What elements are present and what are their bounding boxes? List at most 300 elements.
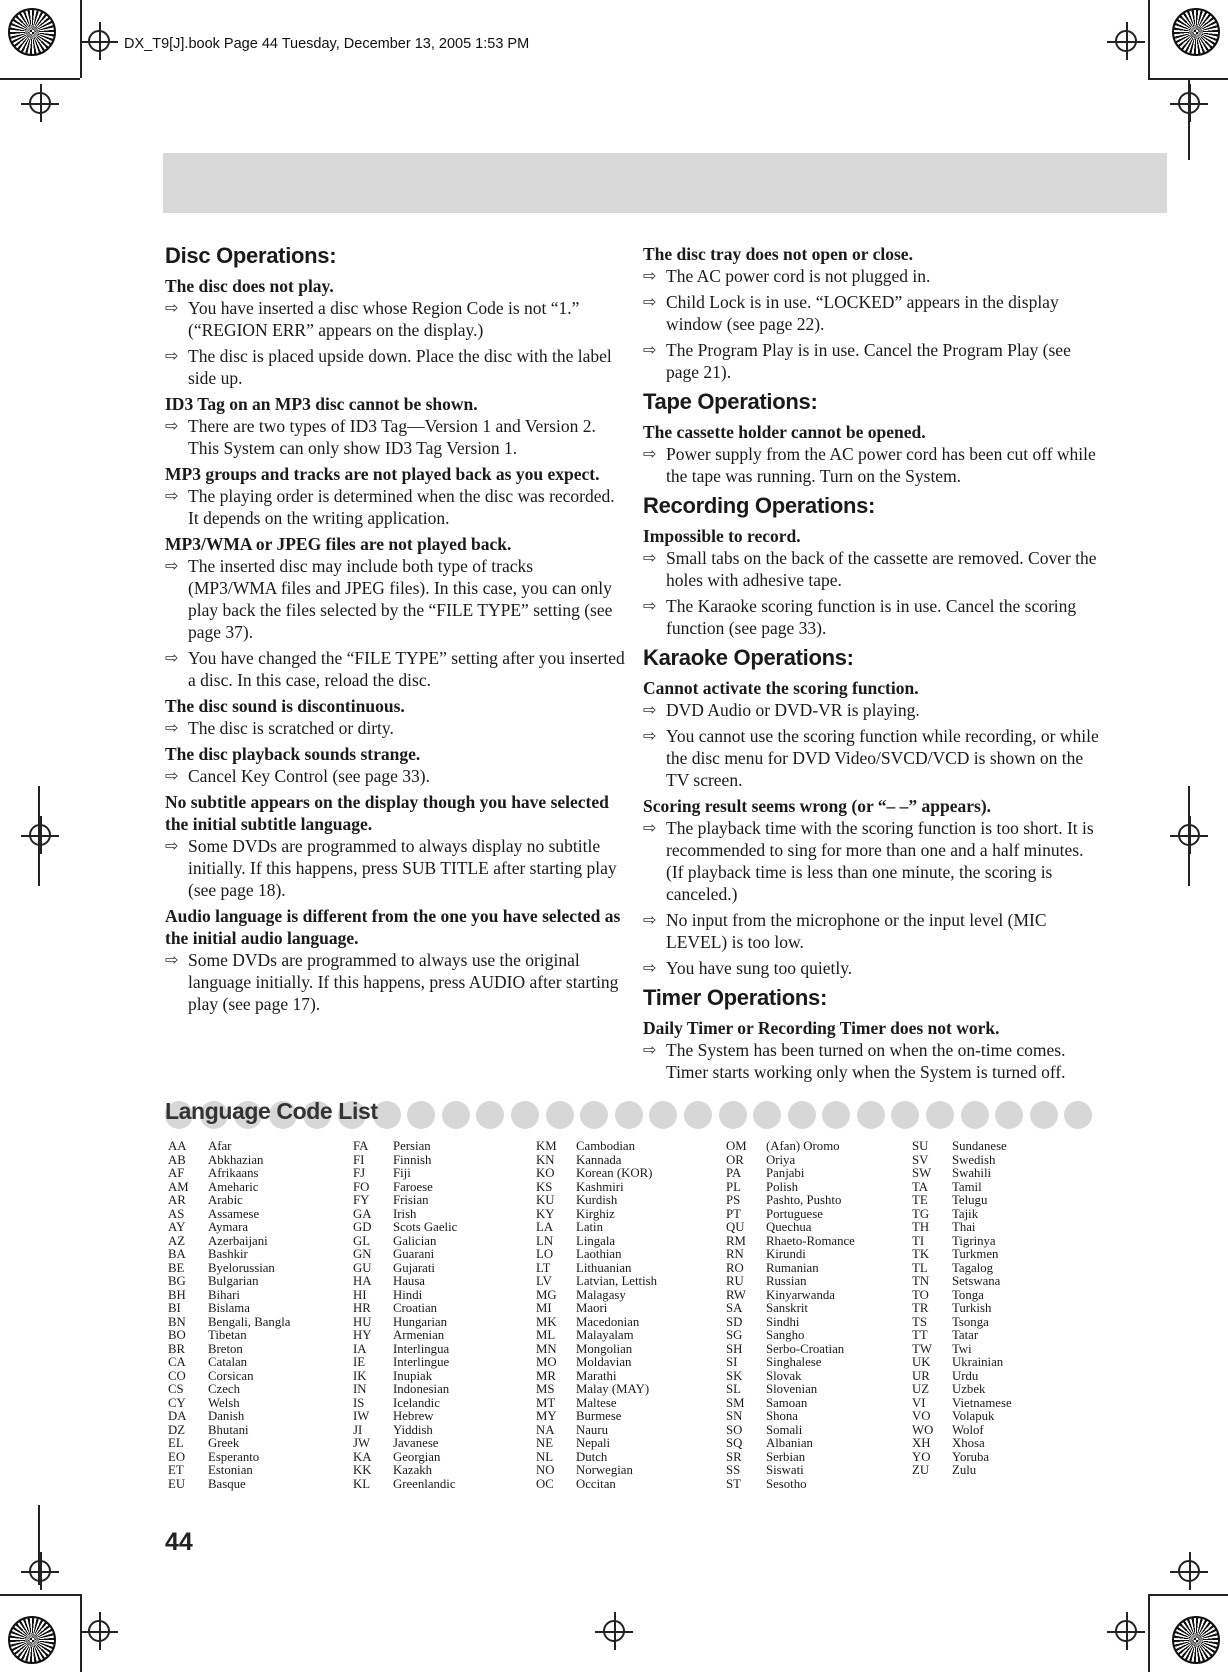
language-code: IE [353,1355,366,1369]
language-name: Esperanto [208,1449,260,1464]
language-name: Interlingue [393,1355,450,1369]
language-code: ET [168,1463,184,1477]
language-name: Pashto, Pushto [766,1193,842,1207]
language-code: AM [168,1179,189,1194]
crop-mark [80,0,82,78]
language-code-row [168,1248,290,1262]
language-code-row [353,1248,457,1262]
language-name: Lingala [576,1233,616,1248]
language-code: IA [353,1341,367,1356]
language-name: Turkmen [952,1247,999,1261]
decorative-dot [995,1101,1023,1129]
language-code-row [168,1370,290,1384]
language-code-row [726,1478,855,1492]
solution-item [165,717,625,739]
language-name: Malayalam [576,1328,634,1342]
language-name: Nauru [576,1422,608,1437]
language-code: BE [168,1260,185,1275]
language-code: YO [912,1449,931,1464]
arrow-right-outline-icon: ⇨ [643,444,657,463]
language-code-row [536,1181,657,1195]
language-code-row [353,1181,457,1195]
language-name: Tsonga [952,1314,989,1329]
language-name: Urdu [952,1368,979,1383]
language-code-row [353,1275,457,1289]
solution-text: Cancel Key Control (see page 33). [188,766,431,786]
language-name: Panjabi [766,1166,805,1180]
language-code-row [168,1451,290,1465]
solution-item [643,339,1103,383]
language-code-row [168,1235,290,1249]
language-code-row [912,1235,1012,1249]
arrow-right-outline-icon: ⇨ [643,958,657,977]
language-code-row [912,1451,1012,1465]
language-code: SA [726,1301,743,1315]
section-heading: Timer Operations: [643,985,827,1010]
language-code-list-title: Language Code List [165,1098,378,1124]
language-name: Latin [576,1220,604,1234]
arrow-right-outline-icon: ⇨ [165,486,179,505]
language-name: Frisian [393,1193,429,1207]
language-name: Kashmiri [576,1179,624,1194]
language-code-row [536,1343,657,1357]
book-header-line: DX_T9[J].book Page 44 Tuesday, December 13, 2005 1:53 PM [124,36,530,52]
language-code-column [726,1140,855,1491]
language-name: Croatian [393,1301,438,1315]
language-code-row [726,1424,855,1438]
language-code-row [353,1343,457,1357]
registration-mark-icon [1178,92,1200,114]
language-name: Tibetan [208,1328,247,1342]
solution-item [643,595,1103,639]
language-code: EO [168,1449,186,1464]
language-code: RW [726,1287,746,1302]
arrow-right-outline-icon: ⇨ [643,818,657,837]
decorative-dot [476,1101,504,1129]
language-code: SI [726,1355,738,1369]
language-code-row [353,1356,457,1370]
language-name: Inupiak [393,1368,433,1383]
language-code-row [353,1289,457,1303]
language-code: KN [536,1152,555,1167]
language-code: HY [353,1328,372,1342]
language-code: NO [536,1463,555,1477]
language-name: Yoruba [952,1449,990,1464]
language-code: BR [168,1341,186,1356]
language-code: NE [536,1436,554,1450]
language-code-row [168,1154,290,1168]
language-name: Siswati [766,1463,804,1477]
language-code-row [353,1451,457,1465]
language-code: MY [536,1409,557,1423]
language-name: Tamil [952,1179,982,1194]
language-code-row [536,1356,657,1370]
language-name: Basque [208,1476,246,1491]
star-target-icon [1172,1616,1220,1664]
language-code: TK [912,1247,930,1261]
language-code: SO [726,1422,743,1437]
language-code-row [726,1343,855,1357]
language-code-row [726,1302,855,1316]
language-code: JW [353,1436,371,1450]
solution-item [643,547,1103,591]
language-code-row [726,1464,855,1478]
section-heading: Karaoke Operations: [643,645,854,670]
language-code: AR [168,1193,186,1207]
decorative-dot [891,1101,919,1129]
language-code: MO [536,1355,557,1369]
crop-mark [0,1594,80,1596]
language-code: KS [536,1179,553,1194]
language-name: Oriya [766,1152,796,1167]
section-banner [163,153,1167,213]
language-code-row [536,1154,657,1168]
language-code-row [726,1235,855,1249]
language-name: Kannada [576,1152,622,1167]
language-code-row [168,1181,290,1195]
language-code: KL [353,1476,371,1491]
language-code: FY [353,1193,370,1207]
language-code: RN [726,1247,744,1261]
arrow-right-outline-icon: ⇨ [643,340,657,359]
arrow-right-outline-icon: ⇨ [165,556,179,575]
language-code-row [168,1275,290,1289]
language-name: Georgian [393,1449,441,1464]
language-name: Tatar [952,1328,979,1342]
language-code: IW [353,1409,370,1423]
language-code: VI [912,1395,926,1410]
language-name: Serbo-Croatian [766,1341,845,1356]
language-code-row [168,1329,290,1343]
solution-item [165,345,625,389]
language-name: Hungarian [393,1314,448,1329]
language-name: Singhalese [766,1355,822,1369]
language-name: Interlingua [393,1341,450,1356]
arrow-right-outline-icon: ⇨ [165,950,179,969]
language-code: FJ [353,1166,366,1180]
language-code: ML [536,1328,556,1342]
language-name: Fiji [393,1166,411,1180]
language-name: Kirundi [766,1247,806,1261]
language-code-row [536,1235,657,1249]
language-name: Tajik [952,1206,979,1221]
registration-mark-icon [29,824,51,846]
language-name: Wolof [952,1422,984,1437]
language-name: Danish [208,1409,245,1423]
language-name: Bashkir [208,1247,248,1261]
decorative-dot [753,1101,781,1129]
language-code-row [168,1221,290,1235]
language-code: SQ [726,1436,743,1450]
language-code: PA [726,1166,742,1180]
language-code: UR [912,1368,930,1383]
language-code: TR [912,1301,929,1315]
decorative-dot [580,1101,608,1129]
language-name: Aymara [208,1220,249,1234]
language-code-row [912,1275,1012,1289]
language-code: KU [536,1193,555,1207]
language-name: Indonesian [393,1382,450,1396]
language-name: Bengali, Bangla [208,1314,291,1329]
language-code: MN [536,1341,557,1356]
language-code-row [726,1181,855,1195]
solution-text: You cannot use the scoring function while recording, or while the disc menu for DVD Video/SVCD/VCD is shown on the TV screen. [666,726,1099,790]
language-name: Afar [208,1139,232,1153]
language-name: Malay (MAY) [576,1382,650,1396]
language-code-row [353,1464,457,1478]
language-name: Dutch [576,1449,608,1464]
arrow-right-outline-icon: ⇨ [165,648,179,667]
language-code-row [168,1302,290,1316]
language-code-row [726,1194,855,1208]
language-code: LA [536,1220,554,1234]
solution-text: The inserted disc may include both type of tracks (MP3/WMA files and JPEG files). In this case, you can only play back the files selected by the “FILE TYPE” setting (see page 37). [188,556,613,642]
language-code-row [726,1221,855,1235]
crop-mark [0,78,80,80]
language-name: Telugu [952,1193,988,1207]
solution-item [643,443,1103,487]
registration-mark-icon [29,1560,51,1582]
language-code: HI [353,1287,367,1302]
language-code: SM [726,1395,745,1410]
language-code-row [726,1356,855,1370]
star-target-icon [8,1616,56,1664]
language-name: Slovenian [766,1382,818,1396]
solution-text: DVD Audio or DVD-VR is playing. [666,700,920,720]
language-code-row [536,1424,657,1438]
arrow-right-outline-icon: ⇨ [643,1040,657,1059]
language-code-row [726,1140,855,1154]
language-name: Sanskrit [766,1301,808,1315]
language-code-row [912,1397,1012,1411]
decorative-dot [857,1101,885,1129]
language-name: Samoan [766,1395,808,1410]
star-target-icon [1172,8,1220,56]
language-code: KA [353,1449,372,1464]
language-name: Hindi [393,1287,423,1302]
language-name: Estonian [208,1463,253,1477]
language-code: LN [536,1233,554,1248]
solution-text: The System has been turned on when the on-time comes. Timer starts working only when the System is turned off. [666,1040,1066,1082]
solution-text: No input from the microphone or the input level (MIC LEVEL) is too low. [666,910,1047,952]
language-code-row [536,1302,657,1316]
language-code: AB [168,1152,186,1167]
language-code-row [912,1208,1012,1222]
language-code-row [912,1464,1012,1478]
registration-mark-icon [1115,1620,1137,1642]
language-name: Uzbek [952,1382,986,1396]
language-name: Xhosa [952,1436,985,1450]
language-code-row [726,1167,855,1181]
language-code: SV [912,1152,929,1167]
section-heading: Tape Operations: [643,389,818,414]
language-name: Zulu [952,1463,977,1477]
language-code-row [536,1262,657,1276]
language-code-row [536,1140,657,1154]
language-code: BN [168,1314,186,1329]
registration-mark-icon [29,92,51,114]
solution-text: You have inserted a disc whose Region Code is not “1.” (“REGION ERR” appears on the display.) [188,298,580,340]
language-name: Albanian [766,1436,813,1450]
language-name: Yiddish [393,1422,433,1437]
language-code-row [912,1424,1012,1438]
language-name: Korean (KOR) [576,1166,653,1180]
language-code: LO [536,1247,554,1261]
language-code-row [536,1383,657,1397]
arrow-right-outline-icon: ⇨ [643,596,657,615]
language-code: TW [912,1341,932,1356]
language-code: MS [536,1382,555,1396]
crop-mark [1148,1594,1150,1672]
language-code-row [168,1410,290,1424]
language-code: IK [353,1368,367,1383]
language-name: Moldavian [576,1355,632,1369]
language-code: PS [726,1193,741,1207]
language-name: Tagalog [952,1260,994,1275]
solution-text: The AC power cord is not plugged in. [666,266,931,286]
language-code-row [353,1140,457,1154]
crop-mark [1148,1594,1228,1596]
language-code: XH [912,1436,931,1450]
language-name: Lithuanian [576,1260,632,1275]
language-name: Twi [952,1341,972,1356]
language-code-row [726,1370,855,1384]
language-name: Rhaeto-Romance [766,1233,855,1248]
language-code: HA [353,1274,372,1288]
language-code: UZ [912,1382,930,1396]
language-code-row [168,1140,290,1154]
language-code: IS [353,1395,365,1410]
solution-text: Some DVDs are programmed to always use the original language initially. If this happens, press AUDIO after starting play (see page 17). [188,950,619,1014]
language-code: WO [912,1422,934,1437]
language-name: Tigrinya [952,1233,996,1248]
solution-item [643,817,1103,905]
language-code: CS [168,1382,184,1396]
arrow-right-outline-icon: ⇨ [165,836,179,855]
language-code-row [912,1140,1012,1154]
language-code-row [726,1329,855,1343]
language-name: Azerbaijani [208,1233,268,1248]
language-code: AY [168,1220,186,1234]
decorative-dot [719,1101,747,1129]
language-code: TT [912,1328,928,1342]
language-code: TG [912,1206,930,1221]
registration-mark-icon [88,1620,110,1642]
decorative-dot [961,1101,989,1129]
decorative-dot [1030,1101,1058,1129]
problem-statement: Cannot activate the scoring function. [643,678,919,698]
language-name: Laothian [576,1247,622,1261]
language-code-row [536,1397,657,1411]
language-code-row [536,1316,657,1330]
language-code: KM [536,1139,557,1153]
language-code: BH [168,1287,186,1302]
problem-statement: The disc tray does not open or close. [643,244,913,264]
language-code-row [353,1397,457,1411]
language-code-row [168,1262,290,1276]
language-name: Corsican [208,1368,254,1383]
arrow-right-outline-icon: ⇨ [165,718,179,737]
language-code-row [726,1451,855,1465]
troubleshooting-left-column [165,243,625,1019]
language-code-row [353,1437,457,1451]
language-name: Catalan [208,1355,248,1369]
language-code: MK [536,1314,557,1329]
language-code-row [536,1289,657,1303]
language-code: QU [726,1220,745,1234]
language-code-row [353,1329,457,1343]
language-name: Tonga [952,1287,984,1302]
language-code-row [912,1181,1012,1195]
language-code: BG [168,1274,186,1288]
language-code-row [726,1262,855,1276]
language-code: JI [353,1422,363,1437]
language-code-row [726,1383,855,1397]
language-code-row [168,1208,290,1222]
language-code: TS [912,1314,927,1329]
language-name: Nepali [576,1436,611,1450]
language-code-row [353,1262,457,1276]
language-code-row [912,1154,1012,1168]
language-name: Portuguese [766,1206,823,1221]
problem-statement: MP3/WMA or JPEG files are not played back. [165,534,512,554]
language-code-row [726,1289,855,1303]
language-code: BI [168,1301,181,1315]
language-code: AA [168,1139,187,1153]
language-code-row [726,1208,855,1222]
language-name: Norwegian [576,1463,633,1477]
language-code: KY [536,1206,555,1221]
language-code-row [912,1356,1012,1370]
solution-item [165,835,625,901]
language-code-row [912,1437,1012,1451]
language-name: Maori [576,1301,608,1315]
language-code: AZ [168,1233,186,1248]
problem-statement: ID3 Tag on an MP3 disc cannot be shown. [165,394,478,414]
language-name: Hebrew [393,1409,434,1423]
solution-item [643,699,1103,721]
language-name: Scots Gaelic [393,1220,458,1234]
language-code-row [168,1424,290,1438]
language-code-row [912,1316,1012,1330]
language-name: Icelandic [393,1395,440,1410]
language-code: OM [726,1139,747,1153]
language-code-row [912,1221,1012,1235]
language-code-row [912,1289,1012,1303]
language-code-row [168,1478,290,1492]
solution-text: The disc is scratched or dirty. [188,718,394,738]
language-code: SG [726,1328,743,1342]
language-code: IN [353,1382,367,1396]
language-code-row [353,1410,457,1424]
arrow-right-outline-icon: ⇨ [165,346,179,365]
language-code: CA [168,1355,186,1369]
language-name: Somali [766,1422,803,1437]
language-name: Serbian [766,1449,806,1464]
language-code: MG [536,1287,557,1302]
language-code-row [353,1194,457,1208]
language-name: Turkish [952,1301,992,1315]
language-code: AF [168,1166,185,1180]
language-name: Shona [766,1409,798,1423]
language-code: TO [912,1287,929,1302]
solution-text: The Karaoke scoring function is in use. Cancel the scoring function (see page 33). [666,596,1077,638]
problem-statement: The disc sound is discontinuous. [165,696,405,716]
language-code: TE [912,1193,928,1207]
language-code-row [168,1356,290,1370]
language-code: RM [726,1233,746,1248]
language-code-row [912,1410,1012,1424]
